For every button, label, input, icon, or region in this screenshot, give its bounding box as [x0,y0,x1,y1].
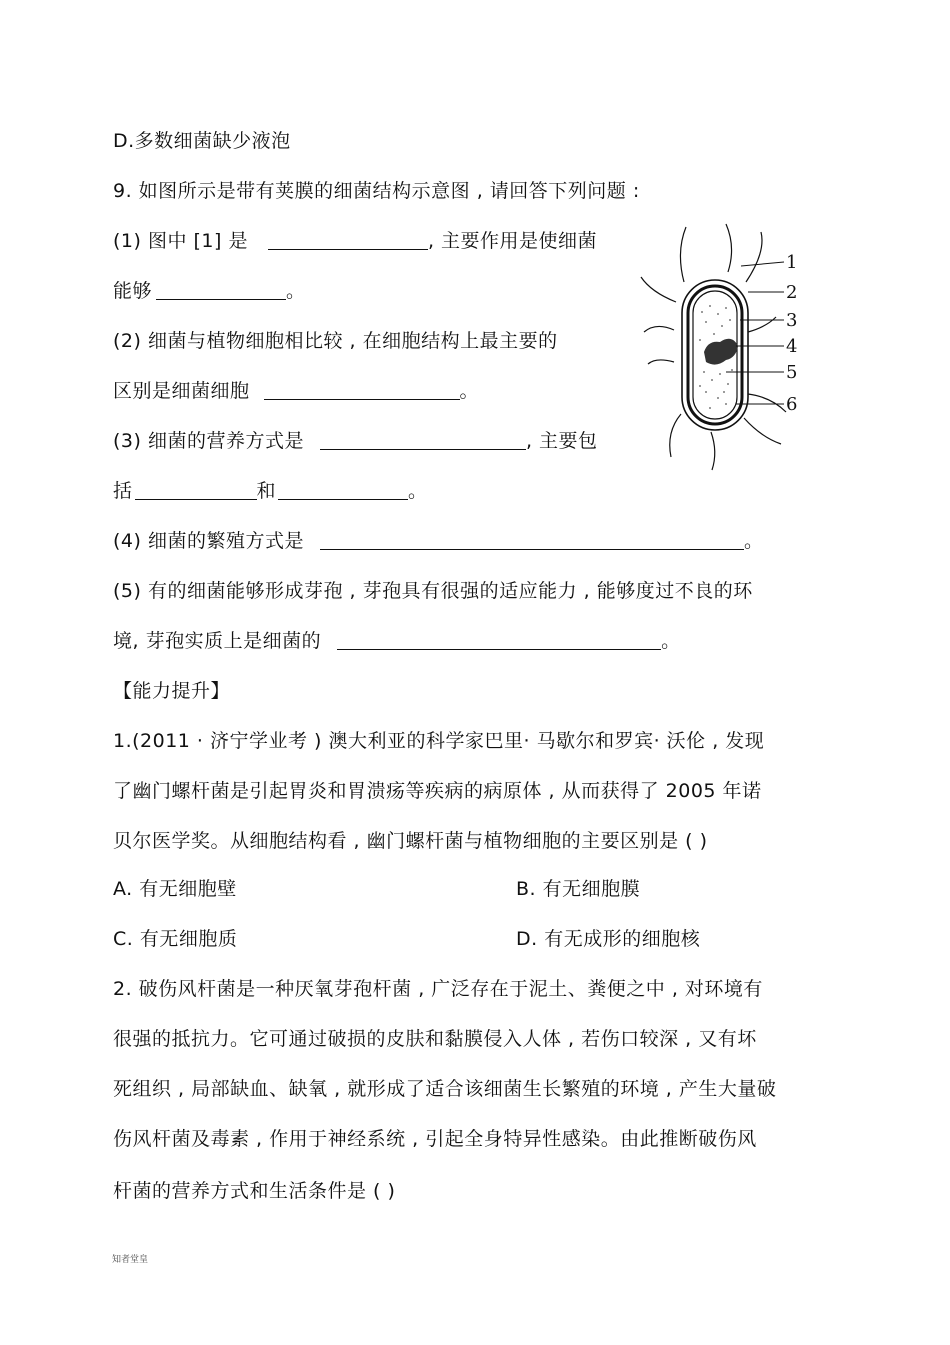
question-9-part-1: (1) 图中 [1] 是 , 主要作用是使细菌 [113,230,598,252]
answer-blank-6[interactable] [278,479,408,500]
diagram-label-5: 5 [786,362,798,383]
problem-1-option-d: D. 有无成形的细胞核 [516,928,701,950]
problem-2-line-3: 死组织 , 局部缺血、缺氧 , 就形成了适合该细菌生长繁殖的环境 , 产生大量破 [113,1078,777,1100]
question-9-part-1-cont: 能够 。 [113,280,306,302]
problem-1-option-b: B. 有无细胞膜 [516,878,641,900]
option-d-line: D.多数细菌缺少液泡 [113,130,291,152]
problem-2-line-5: 杆菌的营养方式和生活条件是 ( ) [113,1180,396,1202]
answer-blank-2[interactable] [156,279,286,300]
question-9-part-2: (2) 细菌与植物细胞相比较 , 在细胞结构上最主要的 [113,330,558,352]
question-9-title: 9. 如图所示是带有荚膜的细菌结构示意图 , 请回答下列问题 : [113,180,640,202]
diagram-label-3: 3 [786,310,798,331]
answer-blank-5[interactable] [135,479,257,500]
answer-blank-7[interactable] [320,529,744,550]
diagram-label-1: 1 [786,252,798,273]
question-9-part-2-cont: 区别是细菌细胞 。 [113,380,480,402]
problem-2-line-1: 2. 破伤风杆菌是一种厌氧芽孢杆菌 , 广泛存在于泥土、粪便之中 , 对环境有 [113,978,763,1000]
problem-1-line-3: 贝尔医学奖。从细胞结构看 , 幽门螺杆菌与植物细胞的主要区别是 ( ) [113,830,708,852]
problem-2-line-4: 伤风杆菌及毒素 , 作用于神经系统 , 引起全身特异性感染。由此推断破伤风 [113,1128,757,1150]
answer-blank-3[interactable] [264,379,460,400]
question-9-part-5: (5) 有的细菌能够形成芽孢 , 芽孢具有很强的适应能力 , 能够度过不良的环 [113,580,753,602]
diagram-label-6: 6 [786,394,798,415]
problem-1-line-2: 了幽门螺杆菌是引起胃炎和胃溃疡等疾病的病原体 , 从而获得了 2005 年诺 [113,780,762,802]
problem-1-option-c: C. 有无细胞质 [113,928,238,950]
diagram-label-4: 4 [786,336,798,357]
question-9-part-5-cont: 境, 芽孢实质上是细菌的 。 [113,630,681,652]
bacterium-diagram [636,222,836,472]
question-9-part-3-cont: 括 和 。 [113,480,428,502]
problem-1-option-a: A. 有无细胞壁 [113,878,237,900]
question-9-part-4: (4) 细菌的繁殖方式是 。 [113,530,764,552]
problem-1-line-1: 1.(2011 · 济宁学业考 ) 澳大利亚的科学家巴里· 马歇尔和罗宾· 沃伦 , 发现 [113,730,765,752]
answer-blank-1[interactable] [268,229,428,250]
question-9-part-3: (3) 细菌的营养方式是 , 主要包 [113,430,598,452]
diagram-label-2: 2 [786,282,798,303]
answer-blank-8[interactable] [337,629,661,650]
problem-2-line-2: 很强的抵抗力。它可通过破损的皮肤和黏膜侵入人体 , 若伤口较深 , 又有坏 [113,1028,757,1050]
section-heading: 【能力提升】 [113,680,231,702]
answer-blank-4[interactable] [320,429,526,450]
page-footer: 知者堂皇 [112,1255,149,1265]
